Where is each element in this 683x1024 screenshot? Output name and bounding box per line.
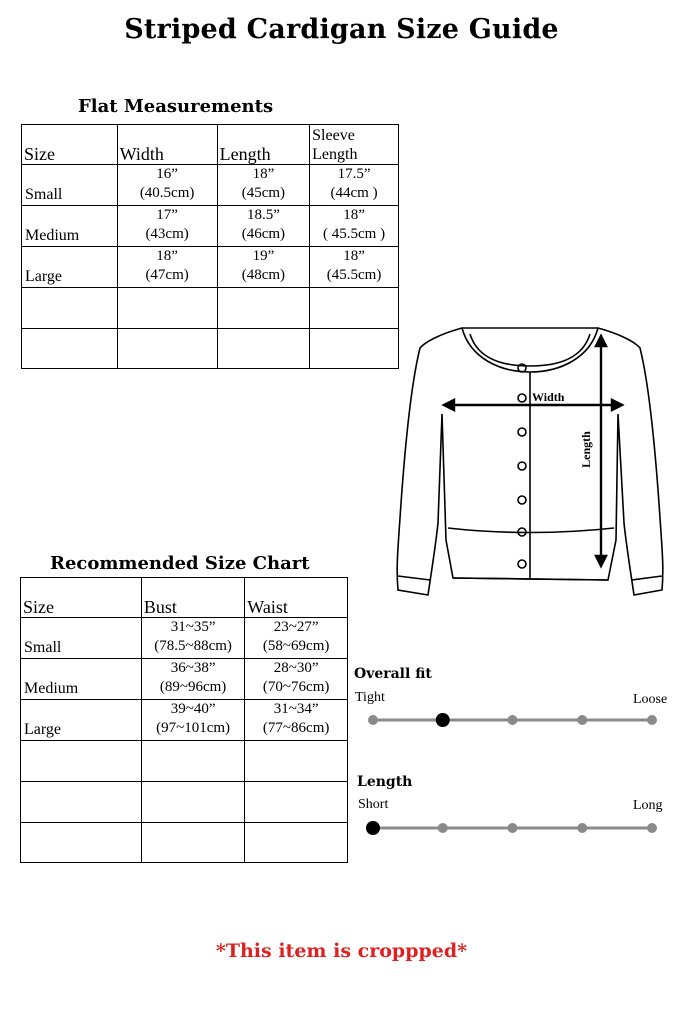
overall-fit-dot bbox=[508, 715, 518, 725]
value-cm: (46cm) bbox=[241, 226, 286, 242]
value-inches: 18” bbox=[343, 207, 365, 223]
cell-width bbox=[117, 206, 217, 247]
table-row-empty bbox=[21, 782, 348, 823]
length-fit-dot bbox=[647, 823, 657, 833]
table-row bbox=[21, 618, 348, 659]
table-row bbox=[21, 659, 348, 700]
value-inches: 18” bbox=[156, 248, 178, 264]
cell-sleeve bbox=[310, 206, 399, 247]
length-fit-selected-dot bbox=[366, 821, 380, 835]
cell-sleeve bbox=[310, 247, 399, 288]
cropped-note: *This item is croppped* bbox=[215, 940, 468, 962]
value-inches: 39~40” bbox=[170, 701, 216, 717]
value-inches: 17.5” bbox=[337, 166, 371, 182]
rec-header-bust: Bust bbox=[141, 578, 244, 618]
cell-length bbox=[217, 165, 309, 206]
length-fit-dot bbox=[577, 823, 587, 833]
table-row bbox=[22, 206, 399, 247]
value-cm: (45.5cm) bbox=[326, 267, 382, 283]
value-cm: (78.5~88cm) bbox=[154, 638, 232, 654]
cardigan-diagram bbox=[380, 318, 680, 603]
flat-header-length: Length bbox=[217, 125, 309, 165]
value-inches: 36~38” bbox=[170, 660, 216, 676]
value-inches: 28~30” bbox=[273, 660, 319, 676]
value-cm: (58~69cm) bbox=[262, 638, 330, 654]
length-fit-title: Length bbox=[357, 774, 413, 790]
cell-length bbox=[217, 247, 309, 288]
row-size-label: Medium bbox=[22, 206, 118, 247]
value-cm: (40.5cm) bbox=[139, 185, 195, 201]
cell-waist bbox=[245, 659, 348, 700]
width-label: Width bbox=[532, 390, 565, 404]
value-cm: (43cm) bbox=[145, 226, 189, 242]
flat-measurements-table bbox=[21, 124, 399, 369]
cell-bust bbox=[141, 700, 244, 741]
row-size-label: Medium bbox=[21, 659, 142, 700]
overall-fit-dot bbox=[647, 715, 657, 725]
value-cm: ( 45.5cm ) bbox=[323, 226, 386, 242]
value-inches: 18.5” bbox=[246, 207, 280, 223]
value-cm: (70~76cm) bbox=[262, 679, 330, 695]
cell-sleeve bbox=[310, 165, 399, 206]
cell-waist bbox=[245, 618, 348, 659]
row-size-label: Small bbox=[21, 618, 142, 659]
flat-header-width: Width bbox=[117, 125, 217, 165]
rec-header-waist: Waist bbox=[245, 578, 348, 618]
value-inches: 18” bbox=[343, 248, 365, 264]
value-cm: (89~96cm) bbox=[159, 679, 227, 695]
value-inches: 18” bbox=[252, 166, 275, 182]
table-row-empty bbox=[22, 329, 399, 369]
cell-width bbox=[117, 247, 217, 288]
page-title: Striped Cardigan Size Guide bbox=[124, 14, 559, 45]
cell-length bbox=[217, 206, 309, 247]
overall-fit-dot bbox=[368, 715, 378, 725]
value-cm: (47cm) bbox=[145, 267, 189, 283]
row-size-label: Small bbox=[22, 165, 118, 206]
value-inches: 16” bbox=[156, 166, 178, 182]
table-row-empty bbox=[21, 823, 348, 863]
cell-bust bbox=[141, 618, 244, 659]
value-inches: 31~35” bbox=[170, 619, 216, 635]
flat-measurements-title: Flat Measurements bbox=[78, 96, 274, 117]
value-cm: (45cm) bbox=[241, 185, 286, 201]
table-row-empty bbox=[22, 288, 399, 329]
recommended-size-table bbox=[20, 577, 348, 863]
rec-header-size: Size bbox=[21, 578, 142, 618]
flat-header-sleeve-length: Sleeve Length bbox=[310, 125, 399, 165]
length-fit-left-label: Short bbox=[358, 797, 389, 812]
value-cm: (44cm ) bbox=[330, 185, 378, 201]
overall-fit-left-label: Tight bbox=[355, 690, 385, 705]
row-size-label: Large bbox=[21, 700, 142, 741]
value-inches: 19” bbox=[252, 248, 275, 264]
cell-bust bbox=[141, 659, 244, 700]
value-cm: (48cm) bbox=[241, 267, 286, 283]
length-fit-right-label: Long bbox=[633, 798, 663, 813]
overall-fit-selected-dot bbox=[436, 713, 450, 727]
overall-fit-right-label: Loose bbox=[633, 692, 668, 707]
overall-fit-dot bbox=[577, 715, 587, 725]
length-label: Length bbox=[578, 431, 593, 468]
recommended-chart-title: Recommended Size Chart bbox=[50, 553, 310, 574]
length-fit-scale bbox=[360, 816, 665, 840]
table-row bbox=[22, 247, 399, 288]
value-inches: 23~27” bbox=[273, 619, 319, 635]
row-size-label: Large bbox=[22, 247, 118, 288]
value-inches: 17” bbox=[156, 207, 178, 223]
length-fit-dot bbox=[438, 823, 448, 833]
value-cm: (77~86cm) bbox=[262, 720, 330, 736]
value-cm: (97~101cm) bbox=[156, 720, 231, 736]
table-row-empty bbox=[21, 741, 348, 782]
overall-fit-scale bbox=[360, 708, 665, 732]
table-row bbox=[21, 700, 348, 741]
table-row bbox=[22, 165, 399, 206]
overall-fit-title: Overall fit bbox=[354, 666, 432, 682]
length-fit-dot bbox=[508, 823, 518, 833]
flat-header-size: Size bbox=[22, 125, 118, 165]
cell-width bbox=[117, 165, 217, 206]
value-inches: 31~34” bbox=[273, 701, 319, 717]
cell-waist bbox=[245, 700, 348, 741]
